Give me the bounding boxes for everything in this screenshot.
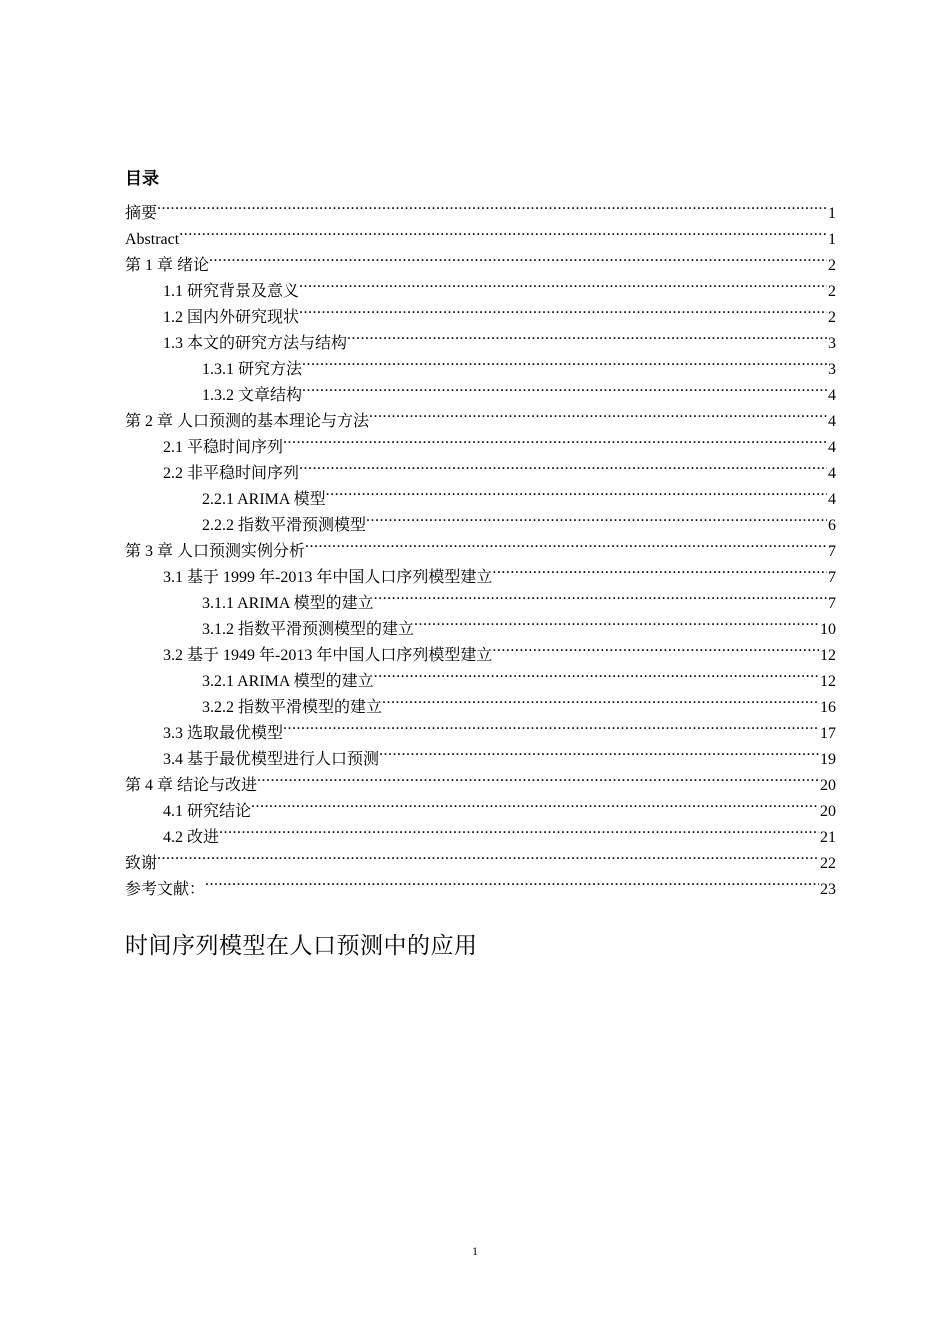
toc-entry-label: 第 4 章 结论与改进 (125, 777, 258, 794)
toc-entry-label: 2.1 平稳时间序列 (163, 439, 284, 456)
toc-entry-page: 7 (828, 543, 836, 560)
toc-dot-leader (374, 660, 819, 686)
toc-dot-leader (205, 868, 819, 894)
toc-dot-leader (414, 608, 819, 634)
toc-entry-page: 4 (828, 439, 836, 456)
toc-entry-page: 4 (828, 387, 836, 404)
toc-entry-label: 第 2 章 人口预测的基本理论与方法 (125, 413, 370, 430)
toc-dot-leader (299, 452, 827, 478)
toc-dot-leader (251, 790, 819, 816)
toc-entry-page: 3 (828, 335, 836, 352)
toc-entry-page: 7 (828, 595, 836, 612)
toc-entry-page: 21 (820, 829, 836, 846)
toc-dot-leader (157, 842, 819, 868)
toc-entry-label: 4.2 改进 (163, 829, 220, 846)
toc-entry-label: 2.2.1 ARIMA 模型 (202, 491, 326, 508)
toc-dot-leader (347, 322, 827, 348)
toc-entry-page: 4 (828, 465, 836, 482)
toc-entry[interactable] (125, 816, 836, 846)
toc-dot-leader (209, 244, 827, 270)
toc-dot-leader (283, 712, 819, 738)
toc-entry-label: 3.2.1 ARIMA 模型的建立 (202, 673, 374, 690)
toc-entry-page: 2 (828, 283, 836, 300)
toc-dot-leader (382, 686, 819, 712)
toc-entry-label: 3.1.1 ARIMA 模型的建立 (202, 595, 374, 612)
toc-entry-label: 摘要 (125, 205, 158, 222)
toc-entry-page: 20 (820, 803, 836, 820)
toc-entry-label: 3.2 基于 1949 年-2013 年中国人口序列模型建立 (163, 647, 493, 664)
toc-entry-label: 1.1 研究背景及意义 (163, 283, 300, 300)
toc-entry[interactable] (125, 218, 836, 248)
toc-heading: 目录 (125, 169, 159, 188)
toc-entry-label: 1.2 国内外研究现状 (163, 309, 300, 326)
toc-dot-leader (305, 530, 827, 556)
toc-entry-label: Abstract (125, 231, 180, 248)
toc-entry-page: 12 (820, 673, 836, 690)
toc-entry-page: 19 (820, 751, 836, 768)
toc-entry[interactable] (125, 244, 836, 274)
toc-entry-page: 1 (828, 205, 836, 222)
toc-dot-leader (299, 296, 827, 322)
toc-entry-label: 第 3 章 人口预测实例分析 (125, 543, 306, 560)
toc-entry-label: 2.2.2 指数平滑预测模型 (202, 517, 367, 534)
toc-entry[interactable] (125, 192, 836, 222)
document-title: 时间序列模型在人口预测中的应用 (125, 933, 478, 959)
toc-dot-leader (219, 816, 819, 842)
toc-dot-leader (326, 478, 827, 504)
toc-entry-label: 致谢 (125, 855, 158, 872)
toc-dot-leader (374, 582, 827, 608)
toc-dot-leader (257, 764, 819, 790)
toc-dot-leader (179, 218, 827, 244)
toc-entry-page: 12 (820, 647, 836, 664)
toc-dot-leader (283, 426, 827, 452)
toc-dot-leader (369, 400, 827, 426)
toc-entry-label: 3.3 选取最优模型 (163, 725, 284, 742)
toc-entry-page: 2 (828, 257, 836, 274)
toc-entry-label: 2.2 非平稳时间序列 (163, 465, 300, 482)
toc-entry-label: 1.3.2 文章结构 (202, 387, 303, 404)
toc-entry-page: 6 (828, 517, 836, 534)
toc-entry-page: 16 (820, 699, 836, 716)
toc-entry-page: 17 (820, 725, 836, 742)
toc-dot-leader (299, 270, 827, 296)
toc-entry-page: 4 (828, 491, 836, 508)
toc-dot-leader (302, 374, 827, 400)
toc-entry-label: 3.2.2 指数平滑模型的建立 (202, 699, 383, 716)
table-of-contents (125, 192, 836, 898)
toc-dot-leader (302, 348, 827, 374)
toc-dot-leader (366, 504, 827, 530)
toc-dot-leader (157, 192, 827, 218)
toc-dot-leader (379, 738, 819, 764)
toc-dot-leader (492, 556, 827, 582)
toc-entry[interactable] (125, 842, 836, 872)
toc-entry-label: 第 1 章 绪论 (125, 257, 210, 274)
toc-entry-page: 3 (828, 361, 836, 378)
toc-entry-page: 23 (820, 881, 836, 898)
page-number: 1 (472, 1244, 478, 1258)
toc-entry-label: 参考文献： (125, 881, 206, 898)
toc-entry-page: 20 (820, 777, 836, 794)
toc-entry-label: 4.1 研究结论 (163, 803, 252, 820)
toc-entry-label: 3.1.2 指数平滑预测模型的建立 (202, 621, 415, 638)
toc-entry-label: 1.3 本文的研究方法与结构 (163, 335, 348, 352)
toc-entry-page: 2 (828, 309, 836, 326)
toc-entry-page: 22 (820, 855, 836, 872)
toc-entry-label: 3.1 基于 1999 年-2013 年中国人口序列模型建立 (163, 569, 493, 586)
toc-entry[interactable] (125, 270, 836, 300)
toc-entry-page: 10 (820, 621, 836, 638)
toc-entry-page: 1 (828, 231, 836, 248)
toc-entry-page: 7 (828, 569, 836, 586)
toc-entry[interactable] (125, 868, 836, 898)
toc-entry-label: 1.3.1 研究方法 (202, 361, 303, 378)
toc-dot-leader (492, 634, 819, 660)
toc-entry-page: 4 (828, 413, 836, 430)
toc-entry-label: 3.4 基于最优模型进行人口预测 (163, 751, 380, 768)
